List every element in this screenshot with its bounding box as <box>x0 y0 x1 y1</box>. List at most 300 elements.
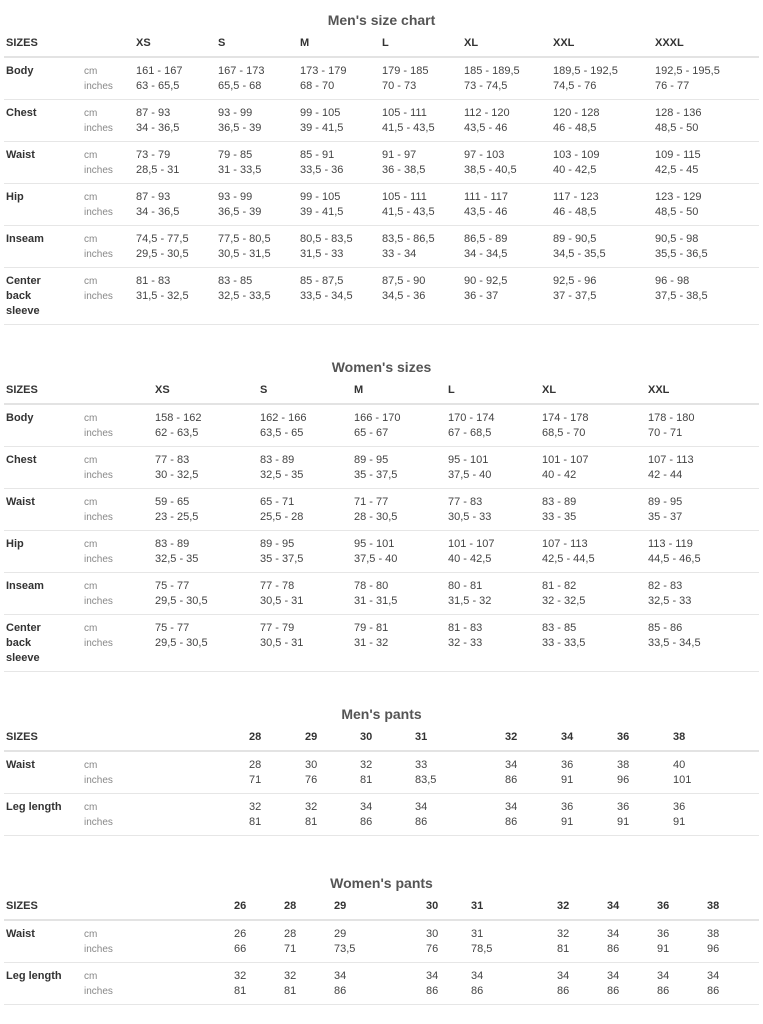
value-cell <box>673 794 759 836</box>
unit-cell <box>84 268 136 325</box>
size-column-header: XL <box>542 377 648 404</box>
value-inches: 91 <box>657 943 670 955</box>
value-cm: 34 <box>415 801 428 813</box>
value-inches: 30,5 - 31 <box>260 637 304 649</box>
measurement-label-text: Leg length <box>6 801 62 813</box>
value-cm: 32 <box>249 801 262 813</box>
value-cm: 87,5 - 90 <box>382 275 426 287</box>
value-cell <box>136 57 218 100</box>
value-cm: 120 - 128 <box>553 107 600 119</box>
womens-sizes-table <box>4 377 759 672</box>
value-inches: 34 - 36,5 <box>136 122 180 134</box>
unit-label: cm <box>84 539 98 550</box>
value-inches: 33,5 - 36 <box>300 164 344 176</box>
value-cm: 34 <box>426 970 439 982</box>
value-cm: 85 - 87,5 <box>300 275 344 287</box>
value-inches: 34,5 - 35,5 <box>553 248 606 260</box>
table-row <box>4 447 759 489</box>
value-cell <box>448 447 542 489</box>
unit-label: cm <box>84 66 98 77</box>
value-inches: 31,5 - 33 <box>300 248 344 260</box>
value-cell <box>260 447 354 489</box>
value-cell <box>354 573 448 615</box>
value-cm: 101 - 107 <box>542 454 589 466</box>
measurement-label-text: Leg length <box>6 970 62 982</box>
value-inches: 30,5 - 31,5 <box>218 248 271 260</box>
value-inches: 96 <box>707 943 720 955</box>
size-column-header: 32 <box>557 893 607 920</box>
value-cell <box>657 920 707 963</box>
value-cell <box>155 404 260 447</box>
table-row <box>4 920 759 963</box>
value-cell <box>464 184 553 226</box>
value-cell <box>448 404 542 447</box>
value-cell <box>260 615 354 672</box>
measurement-label-text: Inseam <box>6 233 44 245</box>
value-inches: 29,5 - 30,5 <box>155 637 208 649</box>
womens-sizes-section <box>0 357 763 672</box>
measurement-label <box>4 751 84 794</box>
value-inches: 73,5 <box>334 943 356 955</box>
value-inches: 74,5 - 76 <box>553 80 597 92</box>
value-cell <box>542 615 648 672</box>
value-inches: 70 - 71 <box>648 427 683 439</box>
unit-label: cm <box>84 802 98 813</box>
table-row <box>4 404 759 447</box>
value-cm: 95 - 101 <box>354 538 395 550</box>
value-cm: 78 - 80 <box>354 580 389 592</box>
value-inches: 37,5 - 40 <box>448 469 492 481</box>
measurement-label <box>4 573 84 615</box>
size-column-header: XXL <box>648 377 759 404</box>
value-cell <box>471 920 557 963</box>
value-cell <box>464 57 553 100</box>
value-cm: 34 <box>607 970 620 982</box>
value-inches: 33,5 - 34,5 <box>648 637 701 649</box>
value-cm: 34 <box>334 970 347 982</box>
value-cell <box>218 100 300 142</box>
unit-label: inches <box>84 428 113 439</box>
measurement-label <box>4 531 84 573</box>
value-cm: 86,5 - 89 <box>464 233 508 245</box>
header-row <box>4 893 759 920</box>
value-cm: 65 - 71 <box>260 496 295 508</box>
value-inches: 32,5 - 33,5 <box>218 290 271 302</box>
size-column-header: 30 <box>426 893 471 920</box>
value-inches: 29,5 - 30,5 <box>136 248 189 260</box>
value-cell <box>354 404 448 447</box>
value-cell <box>648 404 759 447</box>
table-row <box>4 794 759 836</box>
mens-size-chart-table <box>4 30 759 325</box>
value-cell <box>426 963 471 1005</box>
value-cm: 179 - 185 <box>382 65 429 77</box>
value-cell <box>655 226 759 268</box>
value-cell <box>553 57 655 100</box>
value-inches: 40 - 42 <box>542 469 577 481</box>
value-cm: 170 - 174 <box>448 412 495 424</box>
value-cm: 34 <box>707 970 720 982</box>
value-inches: 44,5 - 46,5 <box>648 553 701 565</box>
table-row <box>4 489 759 531</box>
size-column-header: 38 <box>707 893 759 920</box>
value-cm: 166 - 170 <box>354 412 401 424</box>
value-cell <box>553 226 655 268</box>
unit-cell <box>84 447 155 489</box>
value-cell <box>334 920 426 963</box>
value-cm: 83 - 85 <box>542 622 577 634</box>
value-cm: 93 - 99 <box>218 191 253 203</box>
value-cell <box>657 963 707 1005</box>
measurement-label-text: Waist <box>6 149 35 161</box>
value-cm: 81 - 83 <box>448 622 483 634</box>
table-row <box>4 751 759 794</box>
value-inches: 40 - 42,5 <box>448 553 492 565</box>
value-cell <box>155 531 260 573</box>
value-cell <box>707 963 759 1005</box>
value-cm: 92,5 - 96 <box>553 275 597 287</box>
value-inches: 81 <box>234 985 247 997</box>
value-inches: 30,5 - 33 <box>448 511 492 523</box>
unit-label: inches <box>84 165 113 176</box>
value-cm: 77 - 83 <box>448 496 483 508</box>
value-inches: 32 - 32,5 <box>542 595 586 607</box>
value-cell <box>557 963 607 1005</box>
measurement-label <box>4 404 84 447</box>
value-inches: 63 - 65,5 <box>136 80 180 92</box>
unit-label: inches <box>84 775 113 786</box>
value-inches: 86 <box>505 816 518 828</box>
table-row <box>4 963 759 1005</box>
value-cell <box>218 268 300 325</box>
unit-cell <box>84 184 136 226</box>
value-cm: 90,5 - 98 <box>655 233 699 245</box>
value-inches: 70 - 73 <box>382 80 417 92</box>
value-cell <box>448 489 542 531</box>
value-cm: 85 - 86 <box>648 622 683 634</box>
value-cm: 30 <box>426 928 439 940</box>
unit-label: cm <box>84 108 98 119</box>
value-cell <box>284 920 334 963</box>
measurement-label <box>4 920 84 963</box>
table-row <box>4 226 759 268</box>
measurement-label-text: Body <box>6 65 34 77</box>
value-cm: 123 - 129 <box>655 191 702 203</box>
size-column-header: 36 <box>617 724 673 751</box>
value-inches: 36,5 - 39 <box>218 206 262 218</box>
value-cell <box>300 100 382 142</box>
size-column-header: XS <box>136 30 218 57</box>
value-cell <box>300 57 382 100</box>
value-inches: 68 - 70 <box>300 80 335 92</box>
sizes-header: SIZES <box>4 893 84 920</box>
value-inches: 42 - 44 <box>648 469 683 481</box>
value-inches: 67 - 68,5 <box>448 427 492 439</box>
value-cm: 89 - 95 <box>648 496 683 508</box>
value-cell <box>607 920 657 963</box>
value-cell <box>553 142 655 184</box>
value-cell <box>648 447 759 489</box>
value-inches: 31,5 - 32,5 <box>136 290 189 302</box>
value-cell <box>354 531 448 573</box>
value-inches: 33 - 33,5 <box>542 637 586 649</box>
value-cm: 89 - 95 <box>354 454 389 466</box>
mens-pants-table <box>4 724 759 836</box>
value-cm: 34 <box>360 801 373 813</box>
unit-label: cm <box>84 150 98 161</box>
value-cell <box>617 794 673 836</box>
value-inches: 32,5 - 33 <box>648 595 692 607</box>
table-row <box>4 531 759 573</box>
value-cm: 29 <box>334 928 347 940</box>
size-column-header: S <box>260 377 354 404</box>
value-cm: 77,5 - 80,5 <box>218 233 271 245</box>
unit-cell <box>84 226 136 268</box>
value-inches: 86 <box>657 985 670 997</box>
value-inches: 39 - 41,5 <box>300 122 344 134</box>
value-cell <box>607 963 657 1005</box>
unit-label: inches <box>84 512 113 523</box>
value-cm: 36 <box>657 928 670 940</box>
value-cm: 34 <box>607 928 620 940</box>
value-cell <box>655 268 759 325</box>
unit-label: inches <box>84 944 113 955</box>
value-cm: 162 - 166 <box>260 412 307 424</box>
value-inches: 76 <box>305 774 318 786</box>
value-inches: 35,5 - 36,5 <box>655 248 708 260</box>
value-inches: 41,5 - 43,5 <box>382 206 435 218</box>
value-cell <box>284 963 334 1005</box>
value-inches: 86 <box>415 816 428 828</box>
value-cm: 111 - 117 <box>464 191 509 203</box>
value-cell <box>136 268 218 325</box>
value-cell <box>415 751 505 794</box>
value-inches: 23 - 25,5 <box>155 511 199 523</box>
value-cell <box>136 226 218 268</box>
measurement-label <box>4 615 84 672</box>
value-cell <box>155 615 260 672</box>
value-cm: 40 <box>673 759 686 771</box>
value-cell <box>557 920 607 963</box>
size-column-header: M <box>354 377 448 404</box>
value-cm: 74,5 - 77,5 <box>136 233 189 245</box>
value-cm: 87 - 93 <box>136 107 171 119</box>
value-cell <box>542 404 648 447</box>
size-column-header: 26 <box>234 893 284 920</box>
value-cell <box>382 184 464 226</box>
unit-label: inches <box>84 596 113 607</box>
value-cm: 79 - 81 <box>354 622 389 634</box>
value-inches: 37,5 - 40 <box>354 553 398 565</box>
value-cm: 36 <box>561 801 574 813</box>
unit-label: cm <box>84 192 98 203</box>
value-cm: 38 <box>707 928 720 940</box>
value-inches: 34 - 36,5 <box>136 206 180 218</box>
value-inches: 35 - 37,5 <box>260 553 304 565</box>
measurement-label-text: Waist <box>6 928 35 940</box>
value-inches: 42,5 - 45 <box>655 164 699 176</box>
value-cm: 107 - 113 <box>542 538 588 550</box>
value-cm: 89 - 95 <box>260 538 295 550</box>
value-cm: 83 - 89 <box>155 538 190 550</box>
value-cm: 83 - 85 <box>218 275 253 287</box>
measurement-label-text: Waist <box>6 759 35 771</box>
value-inches: 86 <box>505 774 518 786</box>
womens-pants-section <box>0 873 763 1005</box>
value-inches: 43,5 - 46 <box>464 206 508 218</box>
value-inches: 91 <box>617 816 630 828</box>
value-cell <box>415 794 505 836</box>
measurement-label <box>4 794 84 836</box>
unit-label: inches <box>84 638 113 649</box>
value-cell <box>305 794 360 836</box>
value-inches: 71 <box>284 943 297 955</box>
value-cell <box>464 100 553 142</box>
value-cm: 31 <box>471 928 484 940</box>
value-cm: 32 <box>234 970 247 982</box>
unit-cell <box>84 920 234 963</box>
value-inches: 34 - 34,5 <box>464 248 508 260</box>
value-cm: 192,5 - 195,5 <box>655 65 720 77</box>
value-cell <box>136 100 218 142</box>
value-inches: 31,5 - 32 <box>448 595 492 607</box>
unit-label: cm <box>84 929 98 940</box>
measurement-label <box>4 100 84 142</box>
value-inches: 30 - 32,5 <box>155 469 199 481</box>
value-cell <box>354 615 448 672</box>
measurement-label-text: Center back sleeve <box>6 275 41 317</box>
table-row <box>4 57 759 100</box>
size-column-header: XS <box>155 377 260 404</box>
value-cm: 85 - 91 <box>300 149 335 161</box>
size-column-header: S <box>218 30 300 57</box>
value-cm: 77 - 78 <box>260 580 295 592</box>
size-column-header: 28 <box>249 724 305 751</box>
value-cell <box>673 751 759 794</box>
measurement-label <box>4 184 84 226</box>
value-inches: 71 <box>249 774 262 786</box>
value-cm: 32 <box>360 759 373 771</box>
measurement-label-text: Hip <box>6 538 24 550</box>
value-inches: 86 <box>557 985 570 997</box>
womens-pants-table <box>4 893 759 1005</box>
unit-label: cm <box>84 623 98 634</box>
value-inches: 28,5 - 31 <box>136 164 180 176</box>
value-cell <box>300 184 382 226</box>
value-cm: 28 <box>249 759 262 771</box>
value-inches: 81 <box>284 985 297 997</box>
value-cm: 173 - 179 <box>300 65 347 77</box>
value-inches: 66 <box>234 943 247 955</box>
size-column-header: 32 <box>505 724 561 751</box>
value-cell <box>561 794 617 836</box>
value-inches: 81 <box>249 816 262 828</box>
value-cell <box>464 142 553 184</box>
unit-label: inches <box>84 817 113 828</box>
value-cm: 77 - 83 <box>155 454 190 466</box>
header-row <box>4 377 759 404</box>
size-column-header: 34 <box>561 724 617 751</box>
table-row <box>4 268 759 325</box>
header-row <box>4 724 759 751</box>
unit-label: cm <box>84 234 98 245</box>
mens-pants-section <box>0 704 763 836</box>
value-cm: 38 <box>617 759 630 771</box>
value-cell <box>382 57 464 100</box>
sizes-header: SIZES <box>4 377 84 404</box>
value-cm: 189,5 - 192,5 <box>553 65 618 77</box>
value-inches: 65,5 - 68 <box>218 80 262 92</box>
measurement-label-text: Chest <box>6 107 37 119</box>
unit-label: inches <box>84 470 113 481</box>
unit-cell <box>84 794 249 836</box>
value-cm: 87 - 93 <box>136 191 171 203</box>
value-inches: 48,5 - 50 <box>655 122 699 134</box>
value-cm: 89 - 90,5 <box>553 233 597 245</box>
value-cell <box>155 489 260 531</box>
measurement-label-text: Center back sleeve <box>6 622 41 664</box>
value-cell <box>542 447 648 489</box>
value-cell <box>354 489 448 531</box>
value-inches: 86 <box>360 816 373 828</box>
value-cm: 109 - 115 <box>655 149 701 161</box>
value-inches: 36 - 37 <box>464 290 499 302</box>
value-cm: 71 - 77 <box>354 496 389 508</box>
value-inches: 25,5 - 28 <box>260 511 304 523</box>
size-column-header: 34 <box>607 893 657 920</box>
value-inches: 33 - 35 <box>542 511 577 523</box>
table-row <box>4 573 759 615</box>
value-inches: 35 - 37,5 <box>354 469 398 481</box>
value-cell <box>553 184 655 226</box>
value-cell <box>218 226 300 268</box>
value-cm: 101 - 107 <box>448 538 495 550</box>
table-row <box>4 615 759 672</box>
value-inches: 40 - 42,5 <box>553 164 597 176</box>
value-cm: 90 - 92,5 <box>464 275 508 287</box>
value-inches: 37 - 37,5 <box>553 290 597 302</box>
womens-sizes-title: Women's sizes <box>331 359 432 375</box>
value-cm: 95 - 101 <box>448 454 489 466</box>
value-inches: 37,5 - 38,5 <box>655 290 708 302</box>
value-cm: 28 <box>284 928 297 940</box>
unit-label: cm <box>84 760 98 771</box>
size-column-header: 30 <box>360 724 415 751</box>
value-cell <box>300 226 382 268</box>
value-inches: 65 - 67 <box>354 427 389 439</box>
value-inches: 31 - 33,5 <box>218 164 262 176</box>
value-inches: 78,5 <box>471 943 493 955</box>
value-cell <box>334 963 426 1005</box>
unit-label: cm <box>84 581 98 592</box>
value-inches: 43,5 - 46 <box>464 122 508 134</box>
value-inches: 41,5 - 43,5 <box>382 122 435 134</box>
value-cell <box>648 531 759 573</box>
value-cell <box>707 920 759 963</box>
unit-cell <box>84 142 136 184</box>
value-cm: 81 - 83 <box>136 275 171 287</box>
value-cell <box>300 142 382 184</box>
unit-label: inches <box>84 207 113 218</box>
measurement-label-text: Inseam <box>6 580 44 592</box>
unit-header <box>84 30 136 57</box>
value-inches: 46 - 48,5 <box>553 206 597 218</box>
value-cell <box>305 751 360 794</box>
value-cell <box>234 963 284 1005</box>
value-cm: 34 <box>557 970 570 982</box>
value-inches: 86 <box>607 985 620 997</box>
value-cm: 83 - 89 <box>542 496 577 508</box>
